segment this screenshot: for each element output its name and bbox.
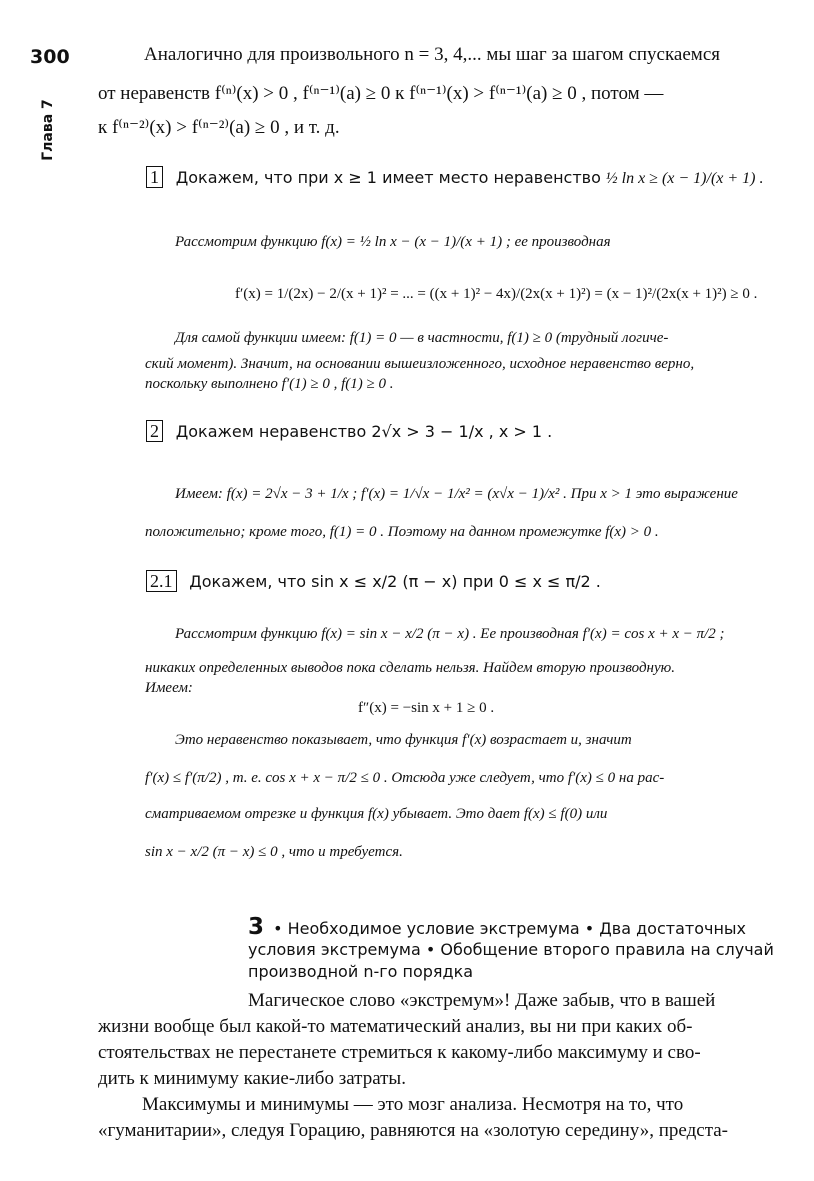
section-title-line-2: условия экстремума • Обобщение второго правила на случай [248,940,774,959]
task-2-1-solution-line-4: f″(x) = −sin x + 1 ≥ 0 . [358,700,495,716]
task-2-statement: Докажем неравенство 2√x > 3 − 1/x , x > 1 . [175,422,553,441]
task-2-label: 2 [146,420,163,442]
task-1-solution-line-1: Рассмотрим функцию f(x) = ½ ln x − (x − 1)/(x + 1) ; ее производная [175,234,611,250]
task-2-1-solution-line-6: f′(x) ≤ f′(π/2) , т. е. cos x + x − π/2 ≤ 0 . Отсюда уже следует, что f′(x) ≤ 0 на рас- [145,770,665,786]
task-1-solution-line-4: ский момент). Значит, на основании вышеизложенного, исходное неравенство верно, [145,356,695,372]
task-2 [146,420,552,443]
section-number: 3 [248,914,265,940]
page-number: 300 [30,46,70,68]
intro-line-3: к f⁽ⁿ⁻²⁾(x) > f⁽ⁿ⁻²⁾(a) ≥ 0 , и т. д. [98,117,340,138]
intro-line-2: от неравенств f⁽ⁿ⁾(x) > 0 , f⁽ⁿ⁻¹⁾(a) ≥ 0 к f⁽ⁿ⁻¹⁾(x) > f⁽ⁿ⁻¹⁾(a) ≥ 0 , потом — [98,83,664,104]
body-paragraph-2-line-1: Максимумы и минимумы — это мозг анализа. Несмотря на то, что [142,1094,684,1115]
task-2-1-solution-line-1: Рассмотрим функцию f(x) = sin x − x/2 (π − x) . Ее производная f′(x) = cos x + x − π/2 ; [175,626,725,642]
section-title-line-3: производной n-го порядка [248,962,474,981]
body-paragraph-1-line-1: Магическое слово «экстремум»! Даже забыв, что в вашей [248,990,716,1011]
task-1-label: 1 [146,166,163,188]
task-2-1-statement: Докажем, что sin x ≤ x/2 (π − x) при 0 ≤ x ≤ π/2 . [189,572,601,591]
section-heading [248,914,746,940]
task-2-1-solution-line-5: Это неравенство показывает, что функция f′(x) возрастает и, значит [175,732,632,748]
task-1-statement: Докажем, что при x ≥ 1 имеет место неравенство [175,168,601,187]
body-paragraph-1-line-2: жизни вообще был какой-то математический анализ, вы ни при каких об- [98,1016,693,1037]
chapter-label: Глава 7 [40,99,56,161]
task-2-1-solution-line-3: Имеем: [145,680,193,696]
body-paragraph-1-line-3: стоятельствах не перестанете стремиться к какому-либо максимуму и сво- [98,1042,701,1063]
task-1-solution-line-3: Для самой функции имеем: f(1) = 0 — в частности, f(1) ≥ 0 (трудный логиче- [175,330,669,346]
task-1-statement-formula: ½ ln x ≥ (x − 1)/(x + 1) . [605,170,764,187]
body-paragraph-2-line-2: «гуманитарии», следуя Горацию, равняются на «золотую середину», предста- [98,1120,729,1141]
task-2-1-solution-line-7: сматриваемом отрезке и функция f(x) убывает. Это дает f(x) ≤ f(0) или [145,806,608,822]
body-paragraph-1-line-4: дить к минимуму какие-либо затраты. [98,1068,406,1089]
task-2-1-solution-line-2: никаких определенных выводов пока сделать нельзя. Найдем вторую производную. [145,660,675,676]
task-1-solution-line-2: f′(x) = 1/(2x) − 2/(x + 1)² = ... = ((x + 1)² − 4x)/(2x(x + 1)²) = (x − 1)²/(2x(x + 1)²) ≥ 0 . [235,286,758,302]
task-2-solution-line-1: Имеем: f(x) = 2√x − 3 + 1/x ; f′(x) = 1/√x − 1/x² = (x√x − 1)/x² . При x > 1 это выражение [175,486,738,502]
task-2-solution-line-2: положительно; кроме того, f(1) = 0 . Поэтому на данном промежутке f(x) > 0 . [145,524,659,540]
task-2-1 [146,570,601,593]
intro-line-1: Аналогично для произвольного n = 3, 4,... мы шаг за шагом спускаемся [144,44,720,65]
task-1-solution-line-5: поскольку выполнено f′(1) ≥ 0 , f(1) ≥ 0 . [145,376,394,392]
task-2-1-label: 2.1 [146,570,177,592]
task-1 [146,166,764,189]
task-2-1-solution-line-8: sin x − x/2 (π − x) ≤ 0 , что и требуется. [145,844,403,860]
section-title-line-1: • Необходимое условие экстремума • Два достаточных [273,919,747,938]
